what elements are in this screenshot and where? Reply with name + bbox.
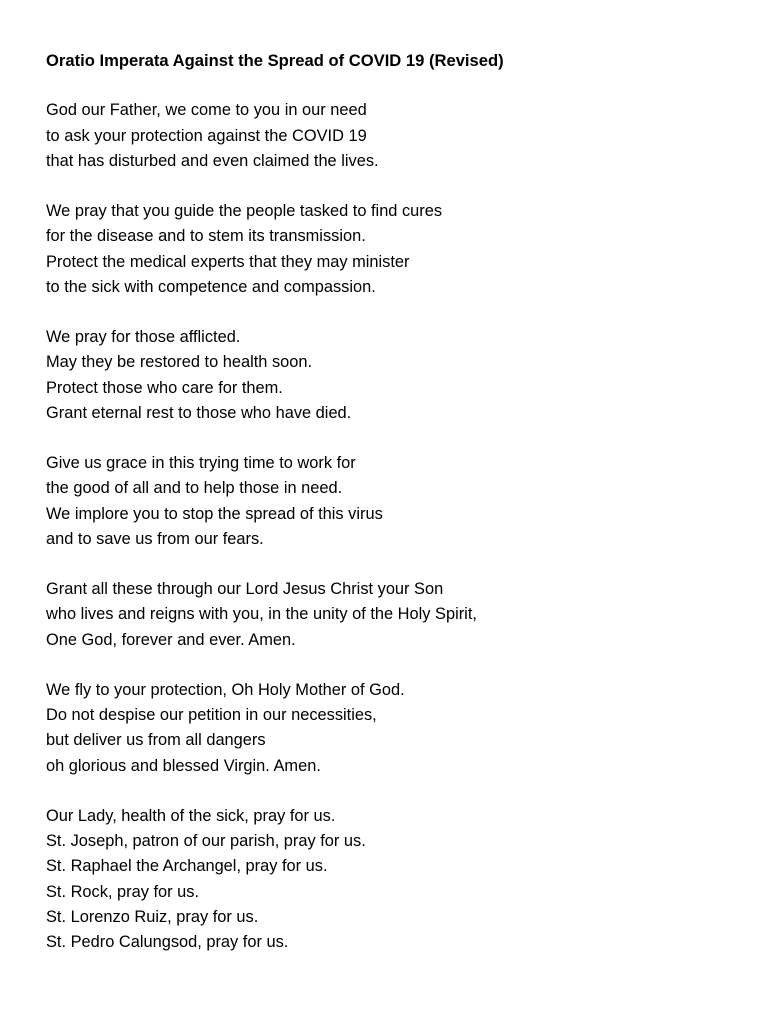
stanza-line: Give us grace in this trying time to work for	[46, 454, 356, 473]
stanza-1	[46, 98, 746, 174]
stanza-6	[46, 678, 746, 779]
stanza-line: God our Father, we come to you in our need	[46, 101, 367, 120]
stanza-7	[46, 804, 746, 955]
stanza-line: Grant all these through our Lord Jesus Christ your Son	[46, 580, 444, 599]
stanza-line: St. Pedro Calungsod, pray for us.	[46, 933, 289, 951]
stanza-line: St. Rock, pray for us.	[46, 882, 200, 901]
stanza-line: We pray that you guide the people tasked to find cures	[46, 202, 443, 221]
stanza-line: We pray for those afflicted.	[46, 328, 241, 347]
stanza-line: to the sick with competence and compassion.	[46, 277, 376, 296]
stanza-line: to ask your protection against the COVID 19	[46, 126, 367, 145]
stanza-line: St. Raphael the Archangel, pray for us.	[46, 857, 328, 876]
stanza-line: We implore you to stop the spread of this virus	[46, 504, 383, 523]
stanza-3	[46, 325, 746, 426]
stanza-line: that has disturbed and even claimed the lives.	[46, 151, 379, 170]
stanza-line: St. Lorenzo Ruiz, pray for us.	[46, 907, 259, 926]
stanza-line: Protect the medical experts that they may minister	[46, 252, 410, 271]
stanza-line: Grant eternal rest to those who have died.	[46, 403, 352, 422]
document-page	[46, 48, 746, 980]
document-title: Oratio Imperata Against the Spread of COVID 19 (Revised)	[46, 51, 504, 70]
stanza-2	[46, 199, 746, 300]
stanza-line: Protect those who care for them.	[46, 378, 283, 397]
stanza-line: the good of all and to help those in need.	[46, 479, 343, 498]
stanza-line: May they be restored to health soon.	[46, 353, 313, 372]
stanza-line: Our Lady, health of the sick, pray for us.	[46, 806, 336, 825]
stanza-4	[46, 451, 746, 552]
stanza-line: One God, forever and ever. Amen.	[46, 630, 296, 649]
stanza-line: oh glorious and blessed Virgin. Amen.	[46, 756, 321, 775]
stanza-line: St. Joseph, patron of our parish, pray for us.	[46, 832, 366, 851]
stanza-line: and to save us from our fears.	[46, 529, 264, 548]
stanza-5	[46, 577, 746, 653]
stanza-line: but deliver us from all dangers	[46, 731, 266, 750]
stanza-line: Do not despise our petition in our necessities,	[46, 706, 377, 725]
stanza-line: We fly to your protection, Oh Holy Mother of God.	[46, 680, 405, 699]
stanza-line: who lives and reigns with you, in the unity of the Holy Spirit,	[46, 605, 477, 624]
stanza-line: for the disease and to stem its transmission.	[46, 227, 366, 246]
